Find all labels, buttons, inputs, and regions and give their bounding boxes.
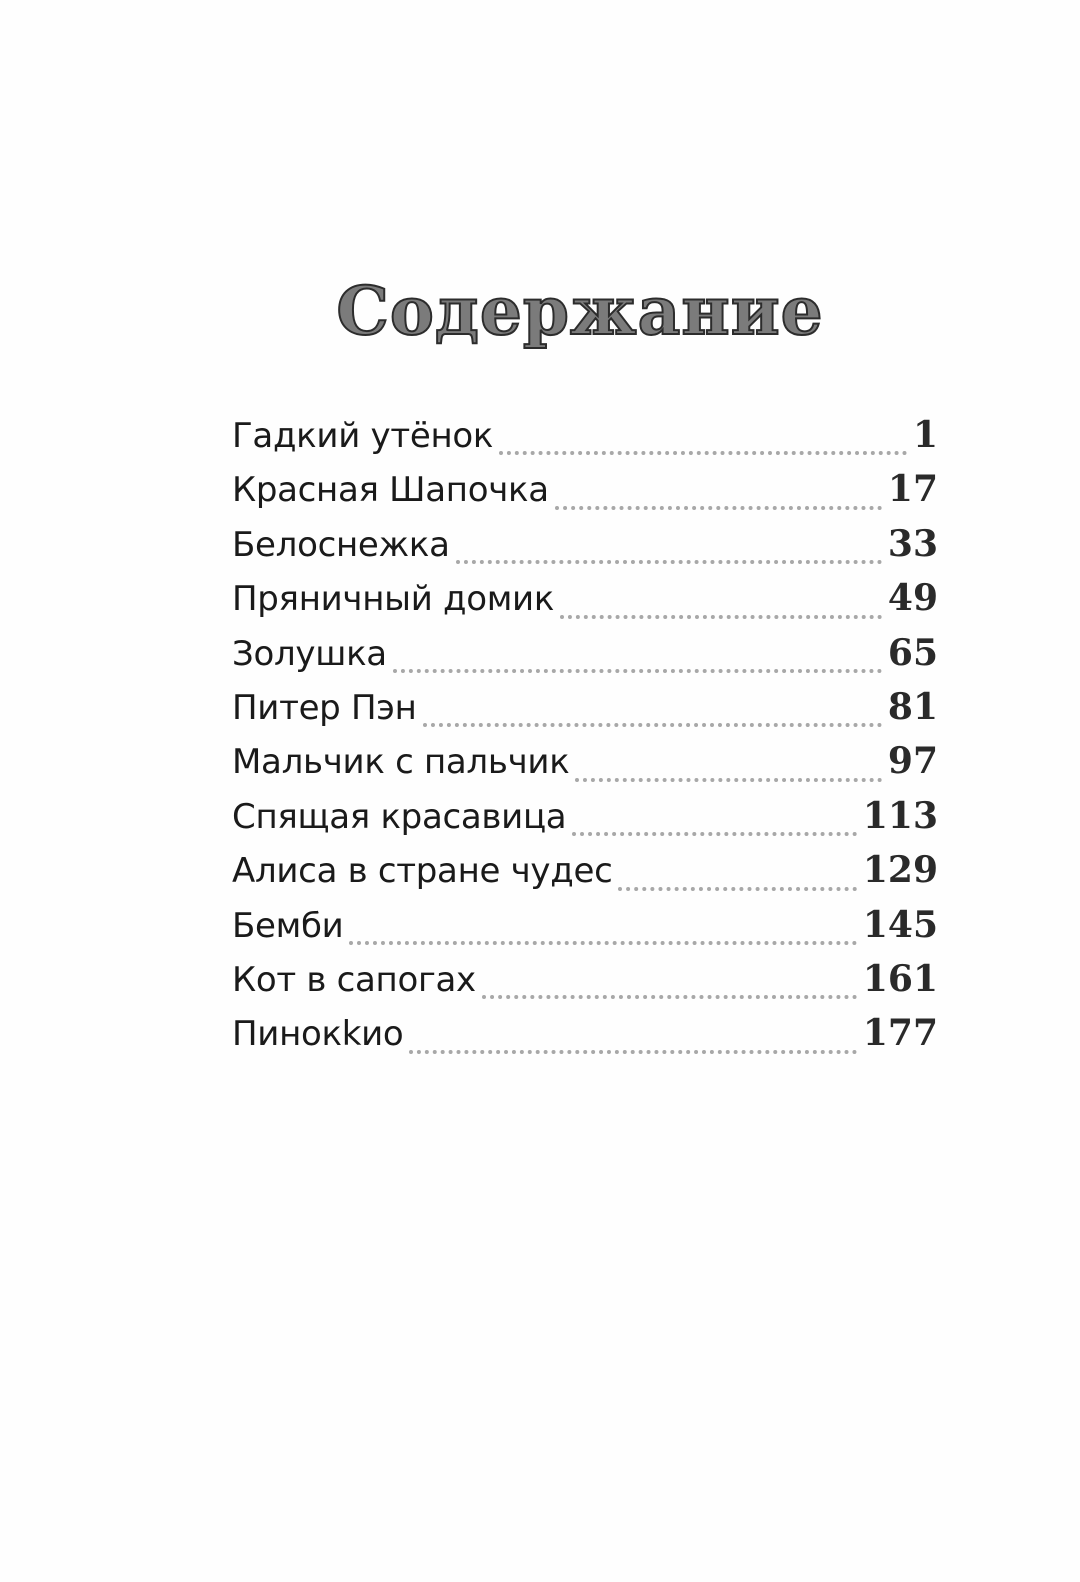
dot-leader (572, 832, 857, 836)
toc-entry-title: Кот в сапогах (232, 959, 476, 1000)
dot-leader (575, 778, 881, 782)
dot-leader (349, 941, 856, 945)
toc-page-number: 161 (862, 957, 938, 1000)
toc-entry-title: Питер Пэн (232, 687, 417, 728)
toc-page-number: 97 (887, 740, 938, 783)
toc-entry-title: Пряничный домик (232, 579, 555, 620)
toc-entry-title: Бемби (232, 905, 344, 946)
toc-entry[interactable] (232, 577, 938, 631)
toc-page-number: 113 (862, 794, 938, 837)
dot-leader (456, 560, 882, 564)
toc-page-number: 177 (862, 1012, 938, 1055)
dot-leader (393, 669, 882, 673)
page-title: Содержание (336, 272, 824, 350)
toc-entry[interactable] (232, 414, 938, 468)
toc-entry-title: Красная Шапочка (232, 470, 549, 511)
toc-entry[interactable] (232, 468, 938, 522)
toc-entry[interactable] (232, 523, 938, 577)
toc-page-number: 49 (887, 577, 938, 620)
dot-leader (618, 887, 856, 891)
dot-leader (409, 1050, 856, 1054)
toc-entry[interactable] (232, 849, 938, 903)
toc-page-number: 17 (887, 468, 938, 511)
toc-entry-title: Гадкий утёнок (232, 416, 494, 456)
toc-entry[interactable] (232, 958, 938, 1012)
toc-page-number: 129 (862, 849, 938, 892)
toc-page-number: 81 (887, 685, 938, 728)
toc-entry[interactable] (232, 632, 938, 686)
toc-entry-title: Алиса в стране чудес (232, 851, 613, 892)
toc-entry[interactable] (232, 795, 938, 849)
dot-leader (482, 995, 857, 999)
dot-leader (423, 723, 882, 727)
toc-entry-title: Спящая красавица (232, 796, 567, 837)
toc-page-number: 145 (862, 903, 938, 946)
toc-entry-title: Белоснежка (232, 524, 450, 565)
dot-leader (560, 615, 882, 619)
toc-entry-title: Золушка (232, 633, 387, 674)
toc-entry[interactable] (232, 904, 938, 958)
toc-entry[interactable] (232, 686, 938, 740)
toc-entry-title: Мальчик с пальчик (232, 742, 570, 783)
toc-entry[interactable] (232, 740, 938, 794)
toc-entry[interactable] (232, 1012, 938, 1066)
dot-leader (555, 506, 882, 510)
toc-page-number: 33 (887, 522, 938, 565)
toc-entry-title: Пинокkио (232, 1014, 404, 1055)
toc-page-number: 1 (912, 414, 938, 456)
table-of-contents (232, 414, 938, 1067)
dot-leader (499, 451, 907, 455)
toc-page-number: 65 (887, 631, 938, 674)
